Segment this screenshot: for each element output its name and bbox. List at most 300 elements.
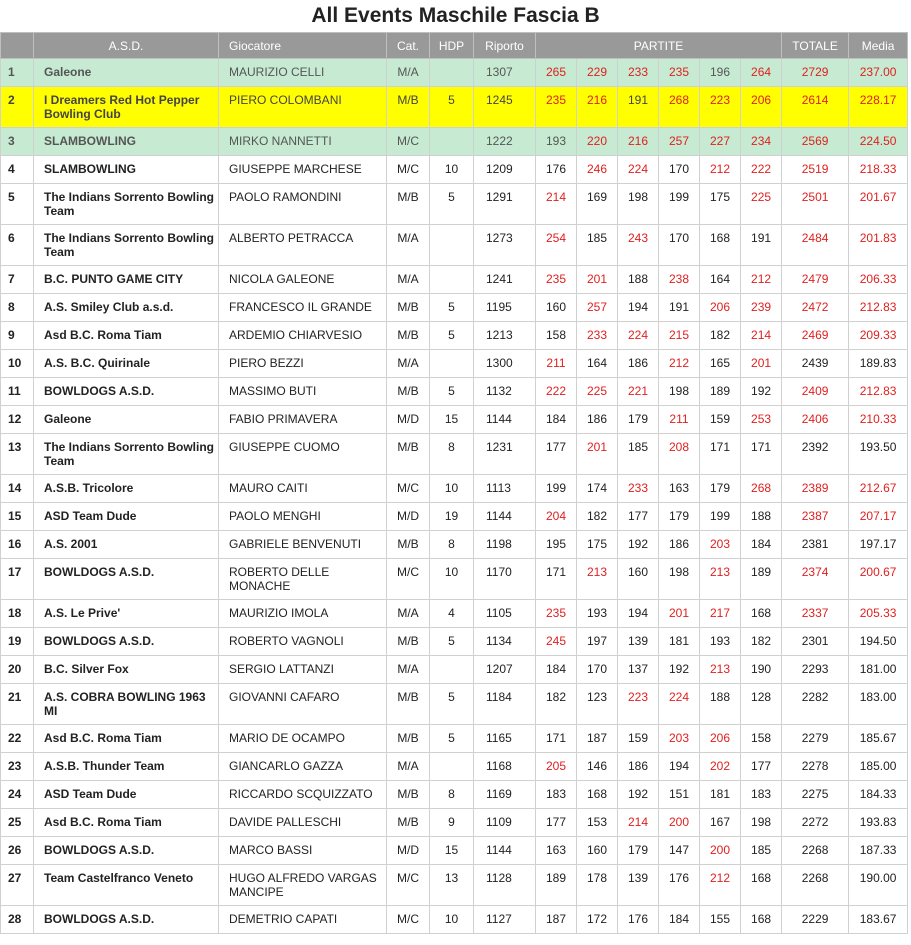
category-cell: M/B: [387, 628, 430, 656]
category-cell: M/D: [387, 503, 430, 531]
category-cell: M/A: [387, 350, 430, 378]
club-cell: Asd B.C. Roma Tiam: [34, 322, 219, 350]
carry-over-cell: 1105: [474, 600, 536, 628]
table-row: [1, 837, 908, 865]
handicap-cell: 10: [430, 559, 474, 600]
player-cell: MARIO DE OCAMPO: [219, 725, 387, 753]
table-row: [1, 87, 908, 128]
player-cell: GABRIELE BENVENUTI: [219, 531, 387, 559]
position-cell: 20: [1, 656, 34, 684]
game-score-cell: 168: [741, 600, 782, 628]
handicap-cell: [430, 128, 474, 156]
standings-table: [0, 32, 908, 934]
game-score-cell: 225: [577, 378, 618, 406]
game-score-cell: 222: [741, 156, 782, 184]
carry-over-cell: 1198: [474, 531, 536, 559]
average-cell: 200.67: [849, 559, 908, 600]
game-score-cell: 235: [536, 87, 577, 128]
header-cat: Cat.: [387, 33, 430, 59]
average-cell: 237.00: [849, 59, 908, 87]
game-score-cell: 200: [700, 837, 741, 865]
game-score-cell: 197: [577, 628, 618, 656]
game-score-cell: 168: [700, 225, 741, 266]
club-cell: ASD Team Dude: [34, 781, 219, 809]
game-score-cell: 205: [536, 753, 577, 781]
category-cell: M/C: [387, 128, 430, 156]
category-cell: M/A: [387, 656, 430, 684]
player-cell: MASSIMO BUTI: [219, 378, 387, 406]
club-cell: Galeone: [34, 59, 219, 87]
category-cell: M/C: [387, 475, 430, 503]
player-cell: ROBERTO VAGNOLI: [219, 628, 387, 656]
carry-over-cell: 1241: [474, 266, 536, 294]
game-score-cell: 264: [741, 59, 782, 87]
game-score-cell: 221: [618, 378, 659, 406]
handicap-cell: 19: [430, 503, 474, 531]
game-score-cell: 182: [741, 628, 782, 656]
game-score-cell: 181: [700, 781, 741, 809]
handicap-cell: 10: [430, 906, 474, 934]
handicap-cell: 8: [430, 434, 474, 475]
category-cell: M/C: [387, 906, 430, 934]
average-cell: 193.83: [849, 809, 908, 837]
carry-over-cell: 1207: [474, 656, 536, 684]
player-cell: GIOVANNI CAFARO: [219, 684, 387, 725]
game-score-cell: 178: [577, 865, 618, 906]
total-cell: 2479: [782, 266, 849, 294]
game-score-cell: 233: [577, 322, 618, 350]
carry-over-cell: 1231: [474, 434, 536, 475]
category-cell: M/A: [387, 225, 430, 266]
header-partite: PARTITE: [536, 33, 782, 59]
game-score-cell: 177: [536, 434, 577, 475]
game-score-cell: 159: [618, 725, 659, 753]
game-score-cell: 171: [536, 725, 577, 753]
carry-over-cell: 1195: [474, 294, 536, 322]
game-score-cell: 176: [536, 156, 577, 184]
carry-over-cell: 1144: [474, 503, 536, 531]
average-cell: 210.33: [849, 406, 908, 434]
total-cell: 2268: [782, 865, 849, 906]
total-cell: 2275: [782, 781, 849, 809]
position-cell: 9: [1, 322, 34, 350]
position-cell: 18: [1, 600, 34, 628]
player-cell: DEMETRIO CAPATI: [219, 906, 387, 934]
table-row: [1, 184, 908, 225]
game-score-cell: 238: [659, 266, 700, 294]
game-score-cell: 160: [618, 559, 659, 600]
club-cell: SLAMBOWLING: [34, 156, 219, 184]
game-score-cell: 216: [618, 128, 659, 156]
category-cell: M/B: [387, 781, 430, 809]
player-cell: ARDEMIO CHIARVESIO: [219, 322, 387, 350]
game-score-cell: 171: [700, 434, 741, 475]
club-cell: SLAMBOWLING: [34, 128, 219, 156]
game-score-cell: 164: [577, 350, 618, 378]
category-cell: M/B: [387, 184, 430, 225]
game-score-cell: 203: [659, 725, 700, 753]
table-row: [1, 531, 908, 559]
table-row: [1, 378, 908, 406]
game-score-cell: 203: [700, 531, 741, 559]
table-header: [1, 33, 908, 59]
game-score-cell: 193: [577, 600, 618, 628]
handicap-cell: [430, 266, 474, 294]
player-cell: MAURIZIO IMOLA: [219, 600, 387, 628]
category-cell: M/B: [387, 809, 430, 837]
game-score-cell: 193: [536, 128, 577, 156]
game-score-cell: 181: [659, 628, 700, 656]
handicap-cell: 5: [430, 725, 474, 753]
page-title: All Events Maschile Fascia B: [311, 4, 600, 27]
game-score-cell: 195: [536, 531, 577, 559]
game-score-cell: 229: [577, 59, 618, 87]
game-score-cell: 201: [741, 350, 782, 378]
club-cell: BOWLDOGS A.S.D.: [34, 837, 219, 865]
game-score-cell: 224: [659, 684, 700, 725]
game-score-cell: 198: [659, 378, 700, 406]
position-cell: 25: [1, 809, 34, 837]
player-cell: HUGO ALFREDO VARGAS MANCIPE: [219, 865, 387, 906]
category-cell: M/B: [387, 378, 430, 406]
table-row: [1, 809, 908, 837]
game-score-cell: 206: [700, 725, 741, 753]
category-cell: M/A: [387, 266, 430, 294]
game-score-cell: 198: [659, 559, 700, 600]
game-score-cell: 191: [659, 294, 700, 322]
handicap-cell: 8: [430, 781, 474, 809]
game-score-cell: 214: [618, 809, 659, 837]
game-score-cell: 212: [659, 350, 700, 378]
header-media: Media: [849, 33, 908, 59]
handicap-cell: [430, 350, 474, 378]
club-cell: B.C. Silver Fox: [34, 656, 219, 684]
game-score-cell: 174: [577, 475, 618, 503]
category-cell: M/B: [387, 87, 430, 128]
position-cell: 5: [1, 184, 34, 225]
carry-over-cell: 1184: [474, 684, 536, 725]
handicap-cell: 15: [430, 837, 474, 865]
club-cell: The Indians Sorrento Bowling Team: [34, 434, 219, 475]
game-score-cell: 199: [700, 503, 741, 531]
position-cell: 21: [1, 684, 34, 725]
game-score-cell: 168: [741, 865, 782, 906]
table-row: [1, 406, 908, 434]
club-cell: A.S. COBRA BOWLING 1963 MI: [34, 684, 219, 725]
game-score-cell: 158: [741, 725, 782, 753]
game-score-cell: 206: [741, 87, 782, 128]
average-cell: 193.50: [849, 434, 908, 475]
table-row: [1, 725, 908, 753]
total-cell: 2387: [782, 503, 849, 531]
club-cell: Team Castelfranco Veneto: [34, 865, 219, 906]
club-cell: BOWLDOGS A.S.D.: [34, 559, 219, 600]
player-cell: GIUSEPPE CUOMO: [219, 434, 387, 475]
game-score-cell: 246: [577, 156, 618, 184]
game-score-cell: 175: [577, 531, 618, 559]
game-score-cell: 245: [536, 628, 577, 656]
position-cell: 28: [1, 906, 34, 934]
game-score-cell: 184: [536, 656, 577, 684]
game-score-cell: 159: [700, 406, 741, 434]
game-score-cell: 184: [536, 406, 577, 434]
game-score-cell: 146: [577, 753, 618, 781]
handicap-cell: [430, 59, 474, 87]
game-score-cell: 257: [659, 128, 700, 156]
club-cell: Galeone: [34, 406, 219, 434]
game-score-cell: 179: [659, 503, 700, 531]
table-row: [1, 559, 908, 600]
player-cell: MARCO BASSI: [219, 837, 387, 865]
game-score-cell: 185: [741, 837, 782, 865]
position-cell: 27: [1, 865, 34, 906]
carry-over-cell: 1307: [474, 59, 536, 87]
total-cell: 2272: [782, 809, 849, 837]
category-cell: M/B: [387, 531, 430, 559]
player-cell: MIRKO NANNETTI: [219, 128, 387, 156]
position-cell: 8: [1, 294, 34, 322]
game-score-cell: 172: [577, 906, 618, 934]
game-score-cell: 160: [536, 294, 577, 322]
table-row: [1, 294, 908, 322]
category-cell: M/A: [387, 600, 430, 628]
average-cell: 212.67: [849, 475, 908, 503]
game-score-cell: 206: [700, 294, 741, 322]
total-cell: 2381: [782, 531, 849, 559]
club-cell: A.S.B. Tricolore: [34, 475, 219, 503]
game-score-cell: 211: [659, 406, 700, 434]
game-score-cell: 192: [618, 781, 659, 809]
category-cell: M/A: [387, 753, 430, 781]
game-score-cell: 175: [700, 184, 741, 225]
handicap-cell: [430, 753, 474, 781]
game-score-cell: 163: [536, 837, 577, 865]
player-cell: PIERO COLOMBANI: [219, 87, 387, 128]
club-cell: Asd B.C. Roma Tiam: [34, 725, 219, 753]
average-cell: 201.67: [849, 184, 908, 225]
position-cell: 13: [1, 434, 34, 475]
table-row: [1, 656, 908, 684]
total-cell: 2501: [782, 184, 849, 225]
position-cell: 6: [1, 225, 34, 266]
total-cell: 2268: [782, 837, 849, 865]
game-score-cell: 211: [536, 350, 577, 378]
game-score-cell: 216: [577, 87, 618, 128]
total-cell: 2392: [782, 434, 849, 475]
table-row: [1, 59, 908, 87]
game-score-cell: 168: [577, 781, 618, 809]
total-cell: 2484: [782, 225, 849, 266]
game-score-cell: 212: [741, 266, 782, 294]
carry-over-cell: 1128: [474, 865, 536, 906]
game-score-cell: 225: [741, 184, 782, 225]
total-cell: 2337: [782, 600, 849, 628]
carry-over-cell: 1132: [474, 378, 536, 406]
game-score-cell: 233: [618, 475, 659, 503]
club-cell: A.S. 2001: [34, 531, 219, 559]
game-score-cell: 194: [618, 600, 659, 628]
average-cell: 190.00: [849, 865, 908, 906]
game-score-cell: 193: [700, 628, 741, 656]
game-score-cell: 214: [741, 322, 782, 350]
club-cell: The Indians Sorrento Bowling Team: [34, 184, 219, 225]
game-score-cell: 188: [618, 266, 659, 294]
game-score-cell: 165: [700, 350, 741, 378]
game-score-cell: 189: [536, 865, 577, 906]
average-cell: 212.83: [849, 378, 908, 406]
game-score-cell: 200: [659, 809, 700, 837]
total-cell: 2519: [782, 156, 849, 184]
position-cell: 3: [1, 128, 34, 156]
table-row: [1, 781, 908, 809]
average-cell: 212.83: [849, 294, 908, 322]
table-row: [1, 865, 908, 906]
club-cell: A.S. Le Prive': [34, 600, 219, 628]
table-row: [1, 684, 908, 725]
game-score-cell: 128: [741, 684, 782, 725]
table-row: [1, 906, 908, 934]
club-cell: A.S. B.C. Quirinale: [34, 350, 219, 378]
game-score-cell: 182: [577, 503, 618, 531]
game-score-cell: 184: [741, 531, 782, 559]
game-score-cell: 214: [536, 184, 577, 225]
table-row: [1, 156, 908, 184]
club-cell: ASD Team Dude: [34, 503, 219, 531]
handicap-cell: 5: [430, 684, 474, 725]
position-cell: 10: [1, 350, 34, 378]
table-row: [1, 350, 908, 378]
game-score-cell: 227: [700, 128, 741, 156]
carry-over-cell: 1170: [474, 559, 536, 600]
game-score-cell: 167: [700, 809, 741, 837]
game-score-cell: 188: [741, 503, 782, 531]
game-score-cell: 192: [618, 531, 659, 559]
game-score-cell: 192: [741, 378, 782, 406]
game-score-cell: 189: [741, 559, 782, 600]
average-cell: 201.83: [849, 225, 908, 266]
table-row: [1, 225, 908, 266]
table-row: [1, 753, 908, 781]
total-cell: 2293: [782, 656, 849, 684]
game-score-cell: 199: [659, 184, 700, 225]
game-score-cell: 189: [700, 378, 741, 406]
game-score-cell: 194: [618, 294, 659, 322]
game-score-cell: 187: [577, 725, 618, 753]
game-score-cell: 177: [741, 753, 782, 781]
total-cell: 2282: [782, 684, 849, 725]
carry-over-cell: 1144: [474, 406, 536, 434]
game-score-cell: 201: [577, 266, 618, 294]
carry-over-cell: 1291: [474, 184, 536, 225]
handicap-cell: 13: [430, 865, 474, 906]
category-cell: M/B: [387, 684, 430, 725]
total-cell: 2229: [782, 906, 849, 934]
game-score-cell: 177: [536, 809, 577, 837]
game-score-cell: 198: [741, 809, 782, 837]
game-score-cell: 268: [659, 87, 700, 128]
position-cell: 24: [1, 781, 34, 809]
club-cell: A.S.B. Thunder Team: [34, 753, 219, 781]
player-cell: GIUSEPPE MARCHESE: [219, 156, 387, 184]
table-row: [1, 600, 908, 628]
average-cell: 218.33: [849, 156, 908, 184]
carry-over-cell: 1127: [474, 906, 536, 934]
handicap-cell: [430, 656, 474, 684]
player-cell: DAVIDE PALLESCHI: [219, 809, 387, 837]
total-cell: 2569: [782, 128, 849, 156]
game-score-cell: 164: [700, 266, 741, 294]
total-cell: 2409: [782, 378, 849, 406]
game-score-cell: 224: [618, 156, 659, 184]
total-cell: 2389: [782, 475, 849, 503]
position-cell: 17: [1, 559, 34, 600]
club-cell: BOWLDOGS A.S.D.: [34, 628, 219, 656]
game-score-cell: 213: [700, 656, 741, 684]
average-cell: 209.33: [849, 322, 908, 350]
game-score-cell: 123: [577, 684, 618, 725]
average-cell: 185.67: [849, 725, 908, 753]
game-score-cell: 253: [741, 406, 782, 434]
carry-over-cell: 1134: [474, 628, 536, 656]
game-score-cell: 168: [741, 906, 782, 934]
game-score-cell: 169: [577, 184, 618, 225]
handicap-cell: 10: [430, 156, 474, 184]
game-score-cell: 235: [659, 59, 700, 87]
game-score-cell: 217: [700, 600, 741, 628]
handicap-cell: 5: [430, 87, 474, 128]
game-score-cell: 191: [618, 87, 659, 128]
average-cell: 197.17: [849, 531, 908, 559]
game-score-cell: 234: [741, 128, 782, 156]
game-score-cell: 204: [536, 503, 577, 531]
game-score-cell: 213: [700, 559, 741, 600]
game-score-cell: 182: [700, 322, 741, 350]
table-body: [1, 59, 908, 934]
game-score-cell: 179: [700, 475, 741, 503]
game-score-cell: 184: [659, 906, 700, 934]
category-cell: M/A: [387, 59, 430, 87]
category-cell: M/B: [387, 725, 430, 753]
player-cell: GIANCARLO GAZZA: [219, 753, 387, 781]
handicap-cell: 8: [430, 531, 474, 559]
game-score-cell: 170: [659, 225, 700, 266]
game-score-cell: 265: [536, 59, 577, 87]
header-hdp: HDP: [430, 33, 474, 59]
total-cell: 2472: [782, 294, 849, 322]
game-score-cell: 190: [741, 656, 782, 684]
game-score-cell: 186: [618, 753, 659, 781]
player-cell: PIERO BEZZI: [219, 350, 387, 378]
handicap-cell: 10: [430, 475, 474, 503]
average-cell: 228.17: [849, 87, 908, 128]
carry-over-cell: 1300: [474, 350, 536, 378]
header-totale: TOTALE: [782, 33, 849, 59]
carry-over-cell: 1245: [474, 87, 536, 128]
player-cell: MAURO CAITI: [219, 475, 387, 503]
game-score-cell: 153: [577, 809, 618, 837]
game-score-cell: 137: [618, 656, 659, 684]
position-cell: 1: [1, 59, 34, 87]
average-cell: 224.50: [849, 128, 908, 156]
game-score-cell: 257: [577, 294, 618, 322]
game-score-cell: 139: [618, 865, 659, 906]
category-cell: M/B: [387, 322, 430, 350]
player-cell: MAURIZIO CELLI: [219, 59, 387, 87]
game-score-cell: 147: [659, 837, 700, 865]
game-score-cell: 183: [536, 781, 577, 809]
handicap-cell: 5: [430, 294, 474, 322]
handicap-cell: 4: [430, 600, 474, 628]
